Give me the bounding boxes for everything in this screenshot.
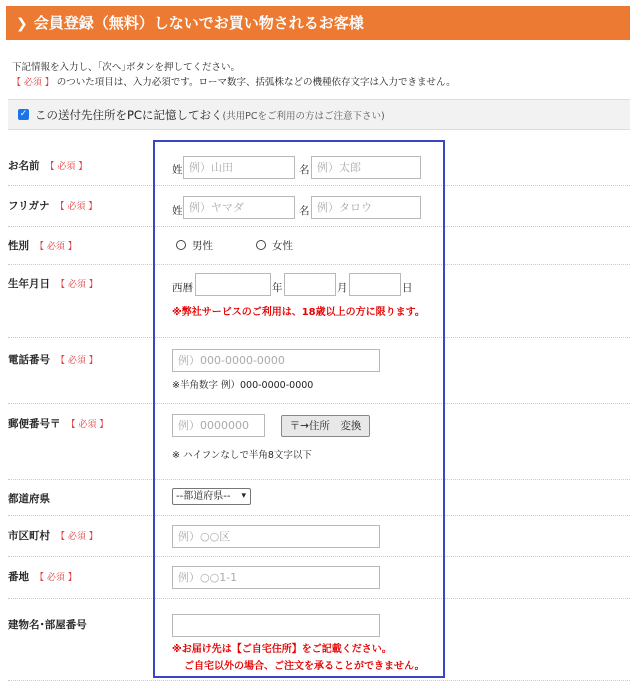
name-mei-label: 名: [299, 164, 310, 176]
label-postal: 郵便番号〒 【 必須 】: [8, 418, 109, 430]
age-warning: ※弊社サービスのご利用は、18歳以上の方に限ります。: [172, 307, 425, 318]
intro-text: [12, 60, 456, 91]
kana-mei-input[interactable]: 例）タロウ: [311, 196, 421, 219]
label-city: 市区町村 【 必須 】: [8, 530, 98, 542]
prefecture-select[interactable]: --都道府県-- ▾: [172, 488, 251, 505]
address-input[interactable]: 例）○○1-1: [172, 566, 380, 589]
label-kana: フリガナ 【 必須 】: [8, 200, 98, 212]
kana-sei-input[interactable]: 例）ヤマダ: [183, 196, 295, 219]
section-title: 会員登録（無料）しないでお買い物されるお客様: [33, 14, 364, 32]
remember-checkbox[interactable]: ✓: [19, 109, 28, 119]
postal-note: ※ ハイフンなしで半角8文字以下: [172, 450, 312, 461]
label-name: お名前 【 必須 】: [8, 160, 88, 172]
gender-male-option[interactable]: 男性: [176, 238, 213, 253]
name-mei-input[interactable]: 例）太郎: [311, 156, 421, 179]
label-address: 番地 【 必須 】: [8, 571, 77, 583]
intro-line-1: 下記情報を入力し、｢次へ｣ボタンを押してください。: [12, 62, 241, 73]
birth-month-label: 月: [337, 282, 348, 294]
postal-convert-button[interactable]: 〒→住所 変換: [281, 415, 370, 437]
intro-line-2: [12, 75, 456, 91]
label-prefecture: 都道府県: [8, 493, 50, 505]
birth-era-label: 西暦: [172, 282, 193, 294]
chevron-down-icon: ▾: [241, 491, 246, 501]
remember-note: (共用PCをご利用の方はご注意下さい): [222, 110, 385, 122]
city-input[interactable]: 例）○○区: [172, 525, 380, 548]
delivery-warning-2: ご自宅以外の場合、ご注文を承ることができません。: [184, 661, 425, 672]
gender-female-option[interactable]: 女性: [256, 238, 293, 253]
birth-day-label: 日: [402, 282, 413, 294]
highlight-frame: [153, 140, 445, 678]
intro-line-2-text: のついた項目は、入力必須です。ローマ数字、括弧株などの機種依存文字は入力できません。: [53, 77, 456, 88]
kana-sei-label: 姓: [172, 205, 183, 217]
label-gender: 性別 【 必須 】: [8, 240, 77, 252]
postal-input[interactable]: 例）0000000: [172, 414, 265, 437]
label-phone: 電話番号 【 必須 】: [8, 354, 98, 366]
birth-year-label: 年: [272, 282, 283, 294]
label-birth: 生年月日 【 必須 】: [8, 278, 98, 290]
name-sei-label: 姓: [172, 164, 183, 176]
remember-label[interactable]: この送付先住所をPCに記憶しておく: [35, 107, 223, 122]
delivery-warning-1: ※お届け先は【ご自宅住所】をご記載ください。: [172, 644, 392, 655]
phone-note: ※半角数字 例）000-0000-0000: [172, 380, 314, 391]
kana-mei-label: 名: [299, 205, 310, 217]
phone-input[interactable]: 例）000-0000-0000: [172, 349, 380, 372]
chevron-down-icon: ❯: [16, 16, 28, 32]
label-building: 建物名･部屋番号: [8, 619, 87, 631]
section-header: [6, 6, 630, 40]
name-sei-input[interactable]: 例）山田: [183, 156, 295, 179]
remember-address-row: [8, 99, 630, 130]
required-tag: 【 必須 】: [12, 78, 54, 88]
